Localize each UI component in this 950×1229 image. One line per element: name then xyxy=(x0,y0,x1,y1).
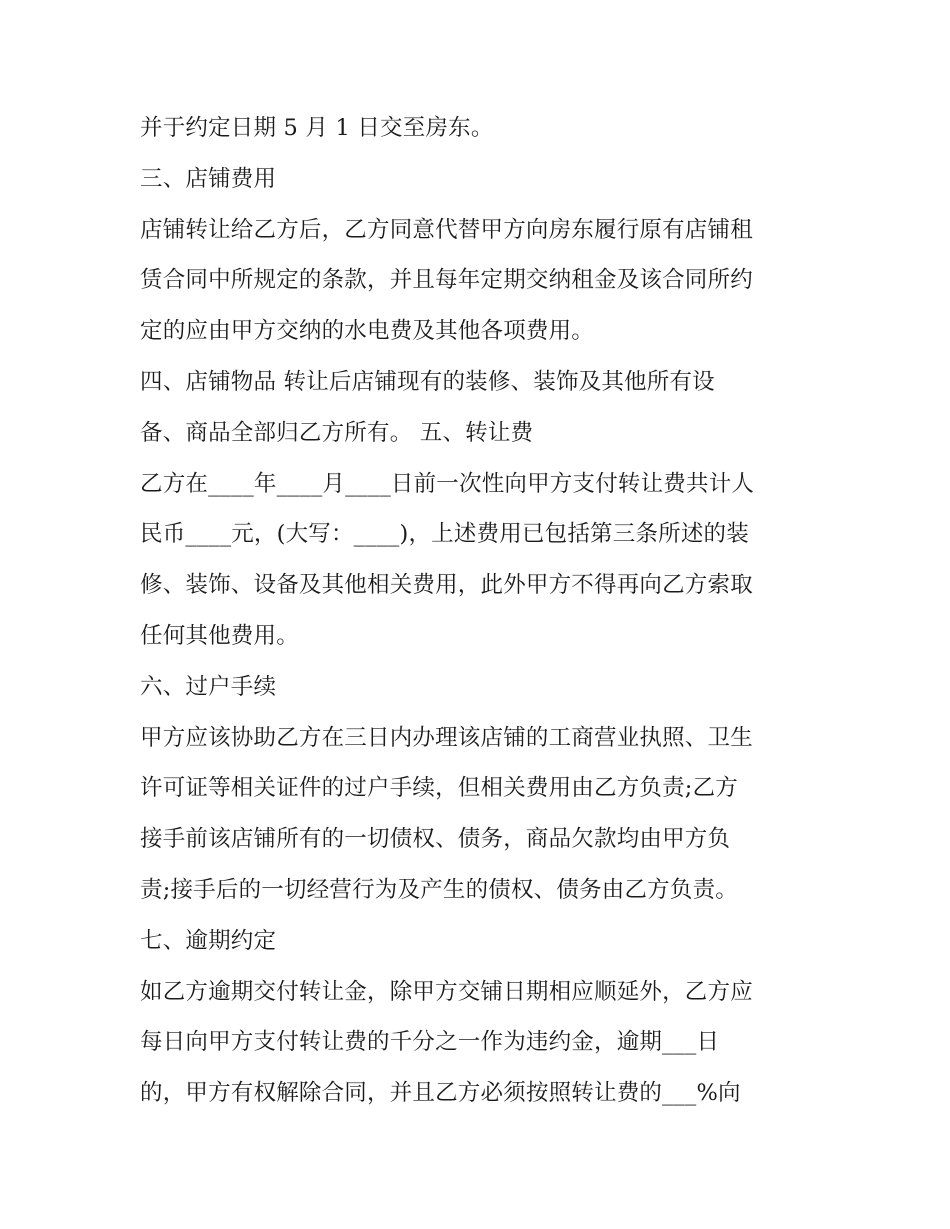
text-line: 民币____元，(大写：____)，上述费用已包括第三条所述的装 xyxy=(140,521,749,548)
section-heading: 七、逾期约定 xyxy=(140,927,277,954)
text-line: 店铺转让给乙方后，乙方同意代替甲方向房东履行原有店铺租 xyxy=(140,216,753,243)
text-line: 许可证等相关证件的过户手续，但相关费用由乙方负责;乙方 xyxy=(140,775,738,802)
text-line: 的，甲方有权解除合同，并且乙方必须按照转让费的___%向 xyxy=(140,1080,741,1107)
text-line: 修、装饰、设备及其他相关费用，此外甲方不得再向乙方索取 xyxy=(140,572,753,599)
text-line: 责;接手后的一切经营行为及产生的债权、债务由乙方负责。 xyxy=(140,876,738,903)
text-line: 每日向甲方支付转让费的千分之一作为违约金，逾期___日 xyxy=(140,1029,720,1056)
text-line: 赁合同中所规定的条款，并且每年定期交纳租金及该合同所约 xyxy=(140,267,753,294)
text-line: 定的应由甲方交纳的水电费及其他各项费用。 xyxy=(140,318,595,345)
text-line: 乙方在____年____月____日前一次性向甲方支付转让费共计人 xyxy=(140,470,755,497)
text-line: 任何其他费用。 xyxy=(140,622,299,649)
section-heading: 六、过户手续 xyxy=(140,673,277,700)
text-line: 甲方应该协助乙方在三日内办理该店铺的工商营业执照、卫生 xyxy=(140,724,753,751)
document-body xyxy=(140,103,820,1119)
text-line: 四、店铺物品 转让后店铺现有的装修、装饰及其他所有设 xyxy=(140,368,715,395)
text-line: 如乙方逾期交付转让金，除甲方交铺日期相应顺延外，乙方应 xyxy=(140,978,753,1005)
text-line: 并于约定日期 5 月 1 日交至房东。 xyxy=(140,115,494,141)
section-heading: 三、店铺费用 xyxy=(140,165,277,192)
text-line: 备、商品全部归乙方所有。 五、转让费 xyxy=(140,419,534,446)
text-line: 接手前该店铺所有的一切债权、债务，商品欠款均由甲方负 xyxy=(140,826,731,853)
